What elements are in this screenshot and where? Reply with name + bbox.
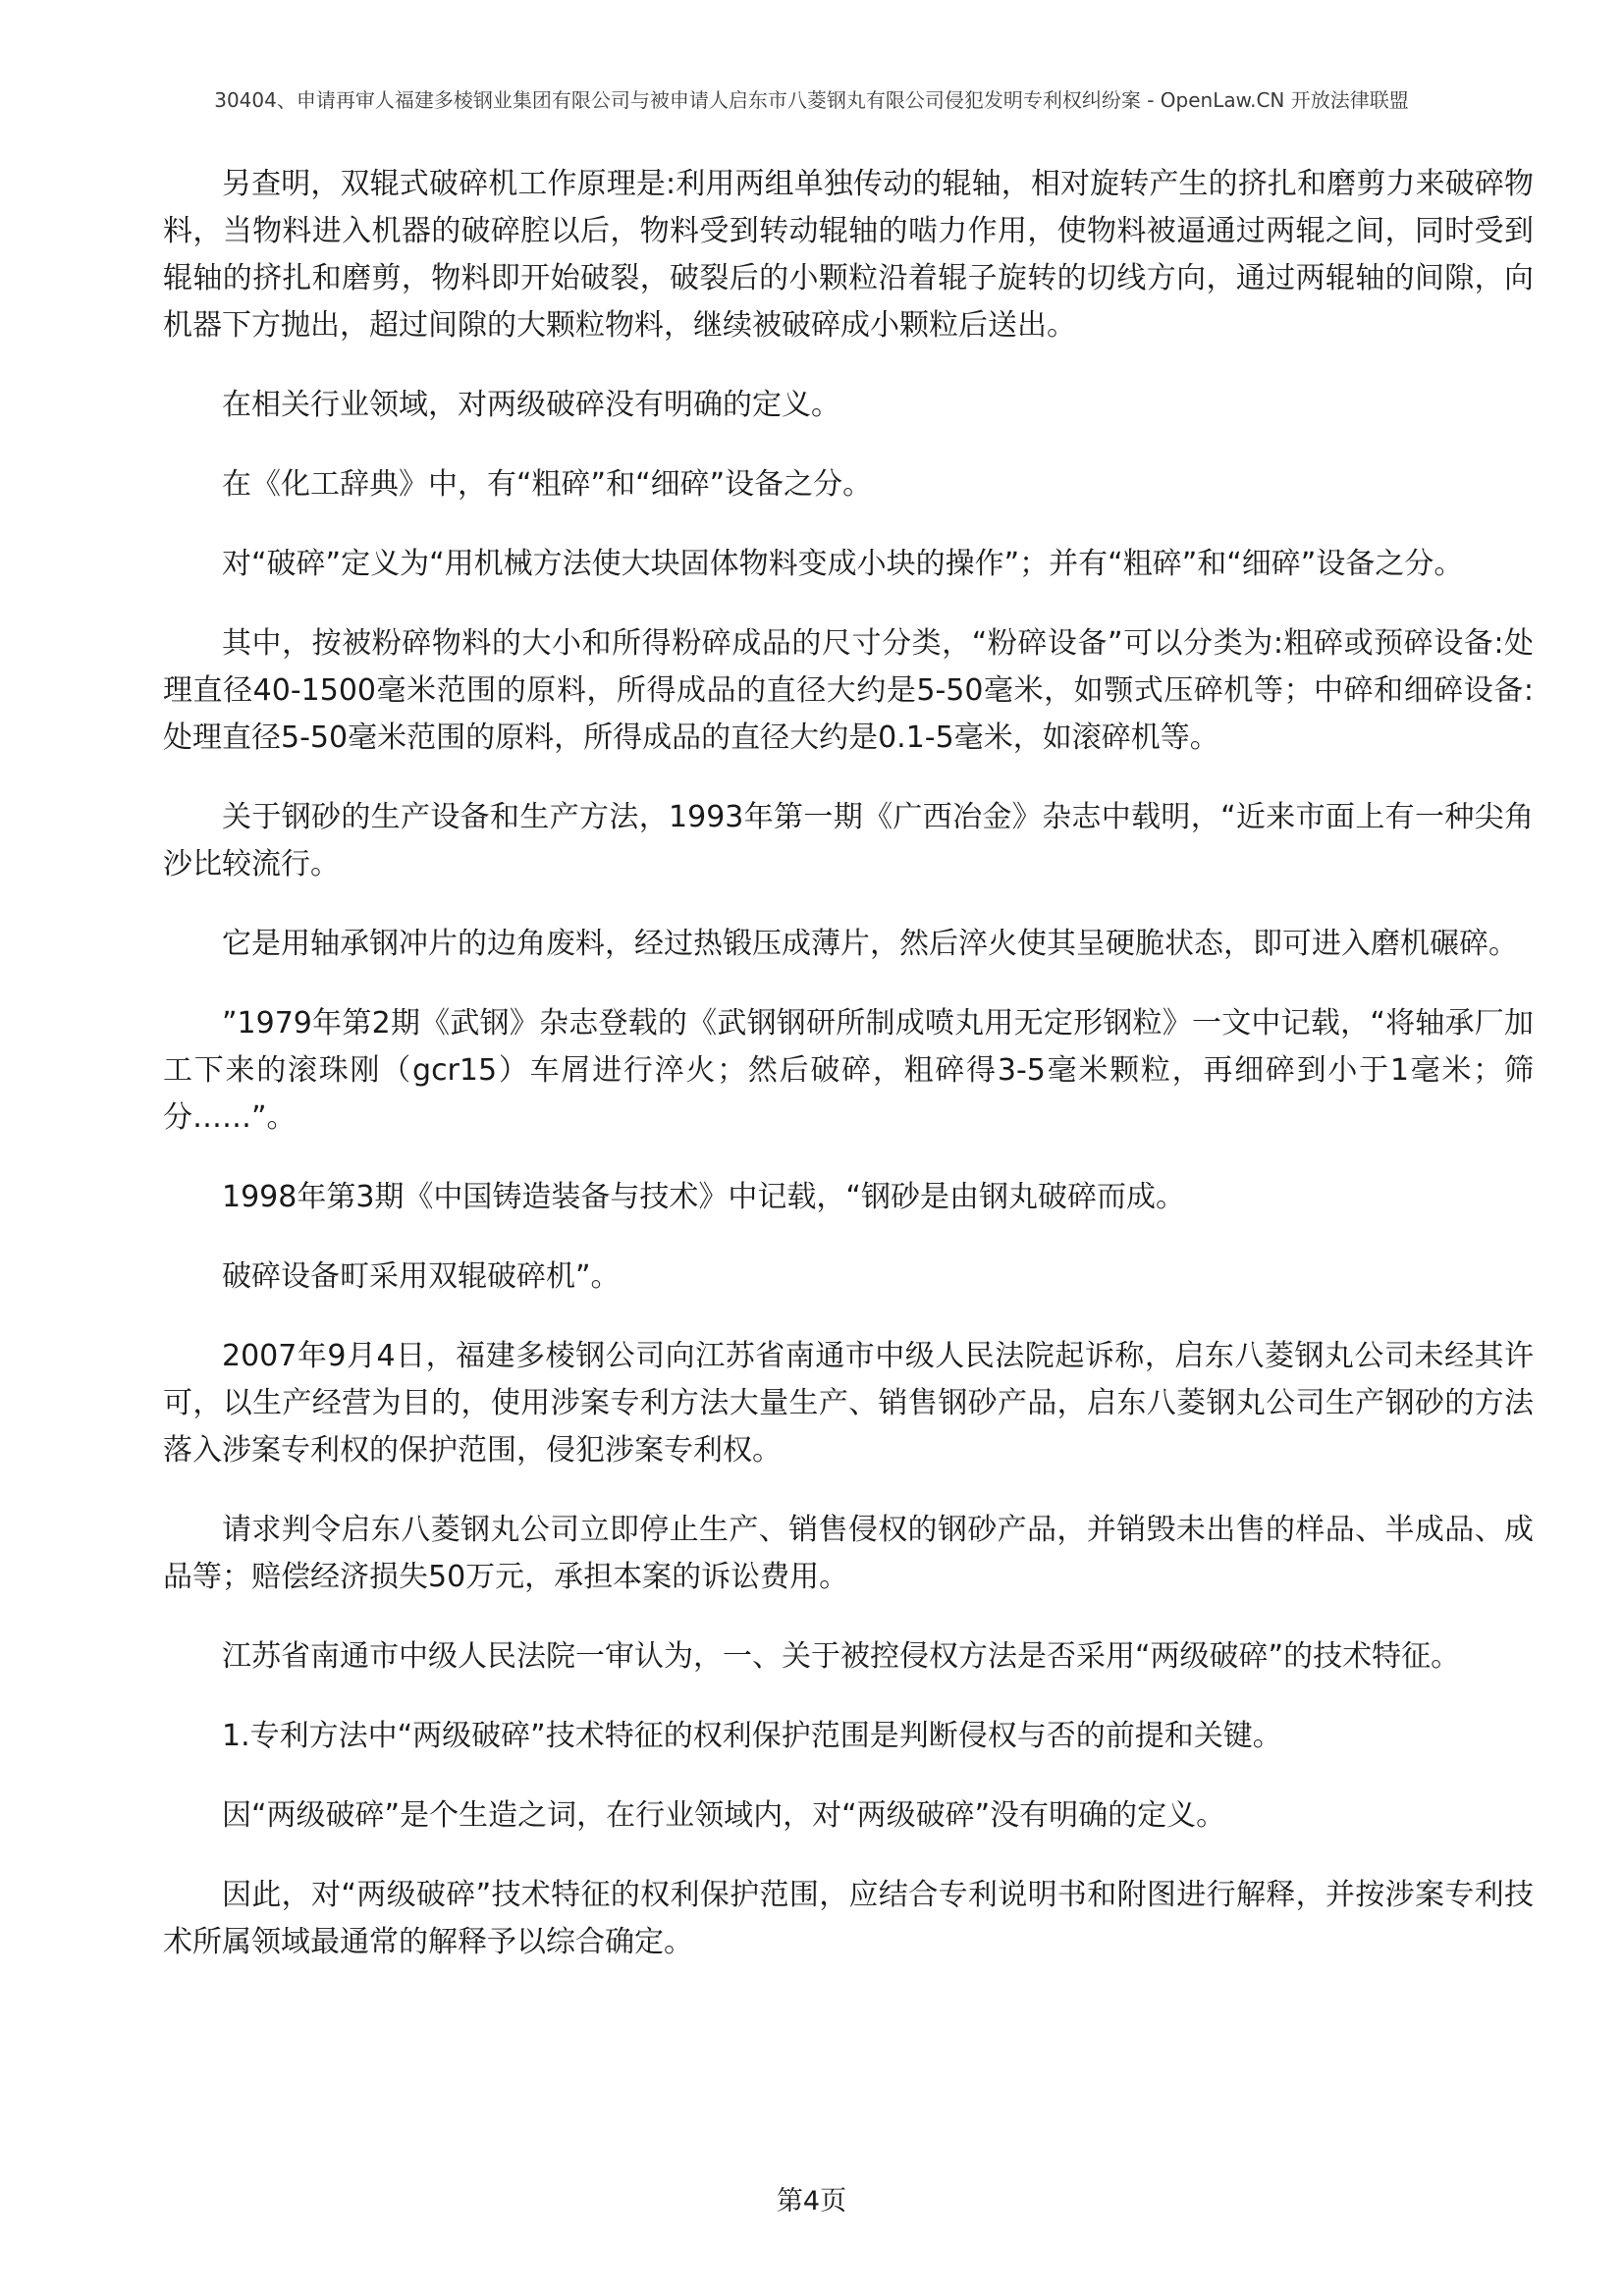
paragraph: 江苏省南通市中级人民法院一审认为，一、关于被控侵权方法是否采用“两级破碎”的技术特征。 [222,1639,1461,1674]
paragraph: 对“破碎”定义为“用机械方法使大块固体物料变成小块的操作”；并有“粗碎”和“细碎”设备之分。 [222,547,1464,581]
paragraph: 因此，对“两级破碎”技术特征的权利保护范围，应结合专利说明书和附图进行解释，并按涉案专利技术所属领域最通常的解释予以综合确定。 [163,1878,1534,1959]
paragraph: 在《化工辞典》中，有“粗碎”和“细碎”设备之分。 [222,467,873,502]
paragraph: 其中，按被粉碎物料的大小和所得粉碎成品的尺寸分类，“粉碎设备”可以分类为:粗碎或预碎设备:处理直径40-1500毫米范围的原料，所得成品的直径大约是5-50毫米，如颚式压碎机等；中碎和细碎设备:处理直径5-50毫米范围的原料，所得成品的直径大约是0.1-5毫米，如滚碎机等。 [163,626,1534,755]
paragraph: 它是用轴承钢冲片的边角废料，经过热锻压成薄片，然后淬火使其呈硬脆状态，即可进入磨机碾碎。 [222,927,1518,961]
paragraph: 1.专利方法中“两级破碎”技术特征的权利保护范围是判断侵权与否的前提和关键。 [222,1719,1282,1753]
paragraph: 2007年9月4日，福建多棱钢公司向江苏省南通市中级人民法院起诉称，启东八菱钢丸公司未经其许可，以生产经营为目的，使用涉案专利方法大量生产、销售钢砂产品，启东八菱钢丸公司生产钢砂的方法落入涉案专利权的保护范围，侵犯涉案专利权。 [163,1339,1534,1468]
page-header: 30404、申请再审人福建多棱钢业集团有限公司与被申请人启东市八菱钢丸有限公司侵犯发明专利权纠纷案 - OpenLaw.CN 开放法律联盟 [214,88,1409,112]
paragraph: 在相关行业领域，对两级破碎没有明确的定义。 [222,388,840,422]
paragraph: ”1979年第2期《武钢》杂志登载的《武钢钢研所制成喷丸用无定形钢粒》一文中记载，“将轴承厂加工下来的滚珠刚（gcr15）车屑进行淬火；然后破碎，粗碎得3-5毫米颗粒，再细碎到小于1毫米；筛分……”。 [163,1006,1534,1135]
paragraph: 请求判令启东八菱钢丸公司立即停止生产、销售侵权的钢砂产品，并销毁未出售的样品、半成品、成品等；赔偿经济损失50万元，承担本案的诉讼费用。 [163,1513,1534,1594]
page-number: 第4页 [776,2186,847,2216]
paragraph: 1998年第3期《中国铸造装备与技术》中记载，“钢砂是由钢丸破碎而成。 [222,1180,1185,1214]
document-body [163,161,1534,1999]
paragraph: 关于钢砂的生产设备和生产方法，1993年第一期《广西冶金》杂志中载明，“近来市面上有一种尖角沙比较流行。 [163,800,1534,881]
paragraph: 因“两级破碎”是个生造之词，在行业领域内，对“两级破碎”没有明确的定义。 [222,1798,1226,1833]
paragraph: 另查明，双辊式破碎机工作原理是:利用两组单独传动的辊轴，相对旋转产生的挤扎和磨剪力来破碎物料，当物料进入机器的破碎腔以后，物料受到转动辊轴的啮力作用，使物料被逼通过两辊之间，同时受到辊轴的挤扎和磨剪，物料即开始破裂，破裂后的小颗粒沿着辊子旋转的切线方向，通过两辊轴的间隙，向机器下方抛出，超过间隙的大颗粒物料，继续被破碎成小颗粒后送出。 [163,167,1534,343]
paragraph: 破碎设备町采用双辊破碎机”。 [222,1259,621,1294]
